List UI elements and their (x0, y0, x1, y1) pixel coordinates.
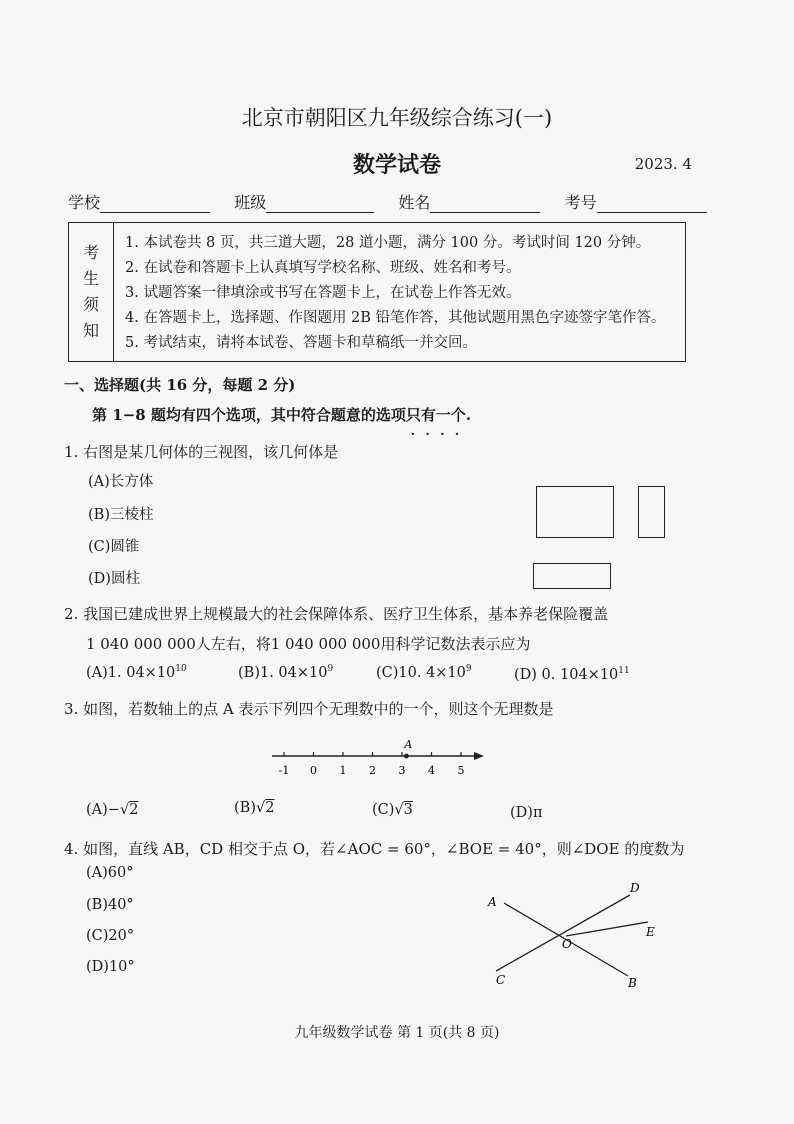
notice-box (68, 222, 686, 362)
question-2-stem-line2: 1 040 000 000人左右，将1 040 000 000用科学记数法表示应为 (86, 635, 531, 653)
q2-option-label: (A)1. 04×10 (86, 664, 176, 681)
notice-label-char: 考 (82, 243, 99, 262)
q4-option[interactable]: (B)40° (86, 897, 134, 913)
exam-no-blank[interactable] (597, 196, 707, 213)
number-line-tick-label: 0 (310, 764, 317, 777)
question-3-stem: 3. 如图，若数轴上的点 A 表示下列四个无理数中的一个，则这个无理数是 (64, 700, 554, 718)
class-label: 班级 (234, 193, 267, 212)
question-4-stem: 4. 如图，直线 AB，CD 相交于点 O，若∠AOC = 60°，∠BOE = 40°，则∠DOE 的度数为 (64, 840, 685, 858)
q3-option-radicand: 3 (403, 802, 413, 818)
number-line-tick-label: 5 (457, 764, 465, 777)
section-instruction: 第 1−8 题均有四个选项，其中符合题意的选项只有一个. (92, 406, 472, 424)
exam-date: 2023. 4 (634, 155, 692, 173)
number-line-tick-label: 3 (398, 764, 406, 777)
name-blank[interactable] (430, 196, 540, 213)
q1-option[interactable]: (B)三棱柱 (88, 507, 154, 523)
point-a-dot (404, 754, 409, 759)
class-blank[interactable] (266, 196, 374, 213)
page-footer: 九年级数学试卷 第 1 页(共 8 页) (294, 1025, 500, 1041)
q4-option[interactable]: (C)20° (86, 928, 135, 944)
side-view-rectangle (638, 486, 665, 538)
question-1-stem: 1. 右图是某几何体的三视图，该几何体是 (64, 443, 339, 461)
q2-option[interactable] (86, 664, 187, 681)
name-label: 姓名 (398, 193, 431, 212)
front-view-rectangle (536, 486, 614, 538)
number-line-arrow (474, 752, 484, 760)
number-line-tick-label: 4 (428, 764, 435, 777)
notice-item: 4. 在答题卡上，选择题、作图题用 2B 铅笔作答，其他试题用黑色字迹签字笔作答。 (125, 310, 666, 326)
q3-option[interactable]: (C)√3 (372, 802, 413, 818)
notice-item: 2. 在试卷和答题卡上认真填写学校名称、班级、姓名和考号。 (125, 260, 521, 276)
q3-option-prefix: (B) (234, 800, 256, 816)
q2-option-label: (C)10. 4×10 (376, 664, 466, 681)
notice-label-char: 须 (82, 295, 99, 314)
line-cd (496, 895, 630, 971)
notice-label (69, 223, 114, 361)
point-a-label: A (404, 738, 413, 751)
q3-option-prefix: (C) (372, 802, 395, 818)
q2-option[interactable] (238, 664, 333, 681)
school-blank[interactable] (100, 196, 210, 213)
q3-option-prefix: (D) (510, 805, 533, 821)
q1-option[interactable]: (A)长方体 (88, 474, 154, 490)
notice-label-char: 知 (82, 321, 99, 340)
q4-option[interactable]: (D)10° (86, 959, 135, 975)
number-line-tick-label: -1 (278, 764, 290, 777)
notice-label-char: 生 (82, 269, 99, 288)
q3-option[interactable] (510, 805, 542, 821)
exam-title: 北京市朝阳区九年级综合练习(一) (241, 106, 553, 130)
q2-option-label: (D) 0. 104×10 (514, 666, 619, 683)
section-heading: 一、选择题(共 16 分，每题 2 分) (64, 376, 296, 394)
q2-option-exponent: 9 (327, 664, 334, 674)
exam-no-label: 考号 (564, 193, 597, 212)
q3-option-pi: π (532, 805, 543, 821)
label-e: E (646, 925, 655, 939)
school-label: 学校 (68, 193, 101, 212)
label-o: O (562, 937, 572, 951)
q3-option[interactable]: (A)−√2 (86, 802, 139, 818)
q2-option-exponent: 11 (618, 666, 630, 676)
label-c: C (496, 973, 506, 987)
top-view-rectangle (533, 563, 611, 589)
label-b: B (628, 976, 637, 990)
q3-option-radicand: 2 (129, 802, 139, 818)
q2-option-exponent: 10 (175, 664, 187, 674)
label-a: A (488, 895, 497, 909)
notice-item: 5. 考试结束，请将本试卷、答题卡和草稿纸一并交回。 (125, 335, 477, 351)
q4-option[interactable]: (A)60° (86, 865, 134, 881)
question-2-stem-line1: 2. 我国已建成世界上规模最大的社会保障体系、医疗卫生体系，基本养老保险覆盖 (64, 605, 609, 623)
exam-subtitle: 数学试卷 (352, 152, 441, 178)
student-info-row (68, 190, 707, 213)
q1-option[interactable]: (D)圆柱 (88, 571, 140, 587)
q3-option-prefix: (A)− (86, 802, 120, 818)
q2-option-label: (B)1. 04×10 (238, 664, 328, 681)
q2-option[interactable] (514, 666, 630, 683)
q2-option[interactable] (376, 664, 472, 681)
number-line-tick-label: 2 (369, 764, 376, 777)
notice-list (125, 231, 666, 356)
q3-option[interactable]: (B)√2 (234, 800, 275, 816)
number-line-tick-label: 1 (339, 764, 347, 777)
q1-option[interactable]: (C)圆锥 (88, 539, 140, 555)
number-line-figure (262, 732, 492, 782)
emphasis-dots: ···· (410, 424, 469, 445)
q3-option-radicand: 2 (265, 800, 275, 816)
label-d: D (630, 881, 640, 895)
notice-item: 3. 试题答案一律填涂或书写在答题卡上，在试卷上作答无效。 (125, 285, 521, 301)
q2-option-exponent: 9 (465, 664, 472, 674)
notice-item: 1. 本试卷共 8 页，共三道大题，28 道小题，满分 100 分。考试时间 120 分钟。 (125, 235, 651, 251)
intersecting-lines-figure (482, 878, 666, 990)
